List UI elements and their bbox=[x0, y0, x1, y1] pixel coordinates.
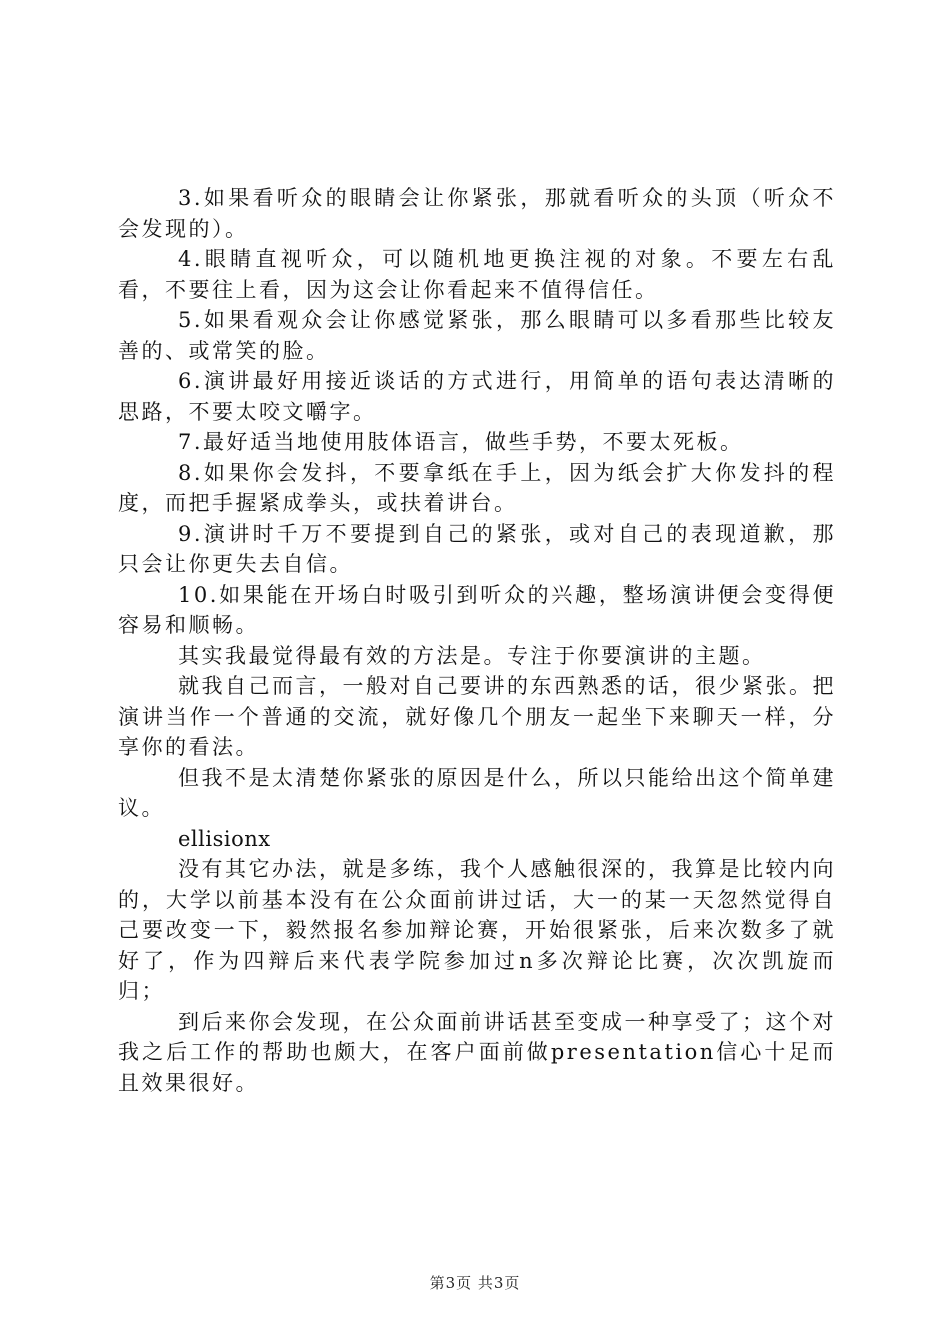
paragraph-personal-view: 就我自己而言，一般对自己要讲的东西熟悉的话，很少紧张。把演讲当作一个普通的交流，就好像几个朋友一起坐下来聊天一样，分享你的看法。 bbox=[118, 674, 836, 759]
paragraph-focus-topic: 其实我最觉得最有效的方法是。专注于你要演讲的主题。 bbox=[178, 643, 766, 668]
paragraph-tip-9: 9.演讲时千万不要提到自己的紧张，或对自己的表现道歉，那只会让你更失去自信。 bbox=[118, 521, 836, 576]
paragraph-tip-5: 5.如果看观众会让你感觉紧张，那么眼睛可以多看那些比较友善的、或常笑的脸。 bbox=[118, 308, 836, 363]
page-footer: 第3页 共3页 bbox=[429, 1274, 521, 1292]
document-body bbox=[118, 183, 836, 1098]
author-name: ellisionx bbox=[178, 826, 271, 851]
paragraph-enjoyment: 到后来你会发现，在公众面前讲话甚至变成一种享受了；这个对我之后工作的帮助也颇大，在客户面前做presentation信心十足而且效果很好。 bbox=[118, 1009, 836, 1095]
paragraph-tip-7: 7.最好适当地使用肢体语言，做些手势，不要太死板。 bbox=[178, 430, 744, 454]
paragraph-practice: 没有其它办法，就是多练，我个人感触很深的，我算是比较内向的，大学以前基本没有在公众面前讲过话，大一的某一天忽然觉得自己要改变一下，毅然报名参加辩论赛，开始很紧张，后来次数多了就好了，作为四辩后来代表学院参加过n多次辩论比赛，次次凯旋而归； bbox=[118, 857, 836, 1003]
paragraph-simple-advice: 但我不是太清楚你紧张的原因是什么，所以只能给出这个简单建议。 bbox=[118, 765, 836, 820]
paragraph-tip-8: 8.如果你会发抖，不要拿纸在手上，因为纸会扩大你发抖的程度，而把手握紧成拳头，或扶着讲台。 bbox=[118, 460, 836, 515]
paragraph-tip-3: 3.如果看听众的眼睛会让你紧张，那就看听众的头顶（听众不会发现的）。 bbox=[118, 186, 836, 241]
paragraph-tip-6: 6.演讲最好用接近谈话的方式进行，用简单的语句表达清晰的思路，不要太咬文嚼字。 bbox=[118, 369, 836, 424]
paragraph-tip-10: 10.如果能在开场白时吸引到听众的兴趣，整场演讲便会变得便容易和顺畅。 bbox=[118, 582, 836, 637]
paragraph-tip-4: 4.眼睛直视听众，可以随机地更换注视的对象。不要左右乱看，不要往上看，因为这会让你看起来不值得信任。 bbox=[118, 247, 836, 302]
